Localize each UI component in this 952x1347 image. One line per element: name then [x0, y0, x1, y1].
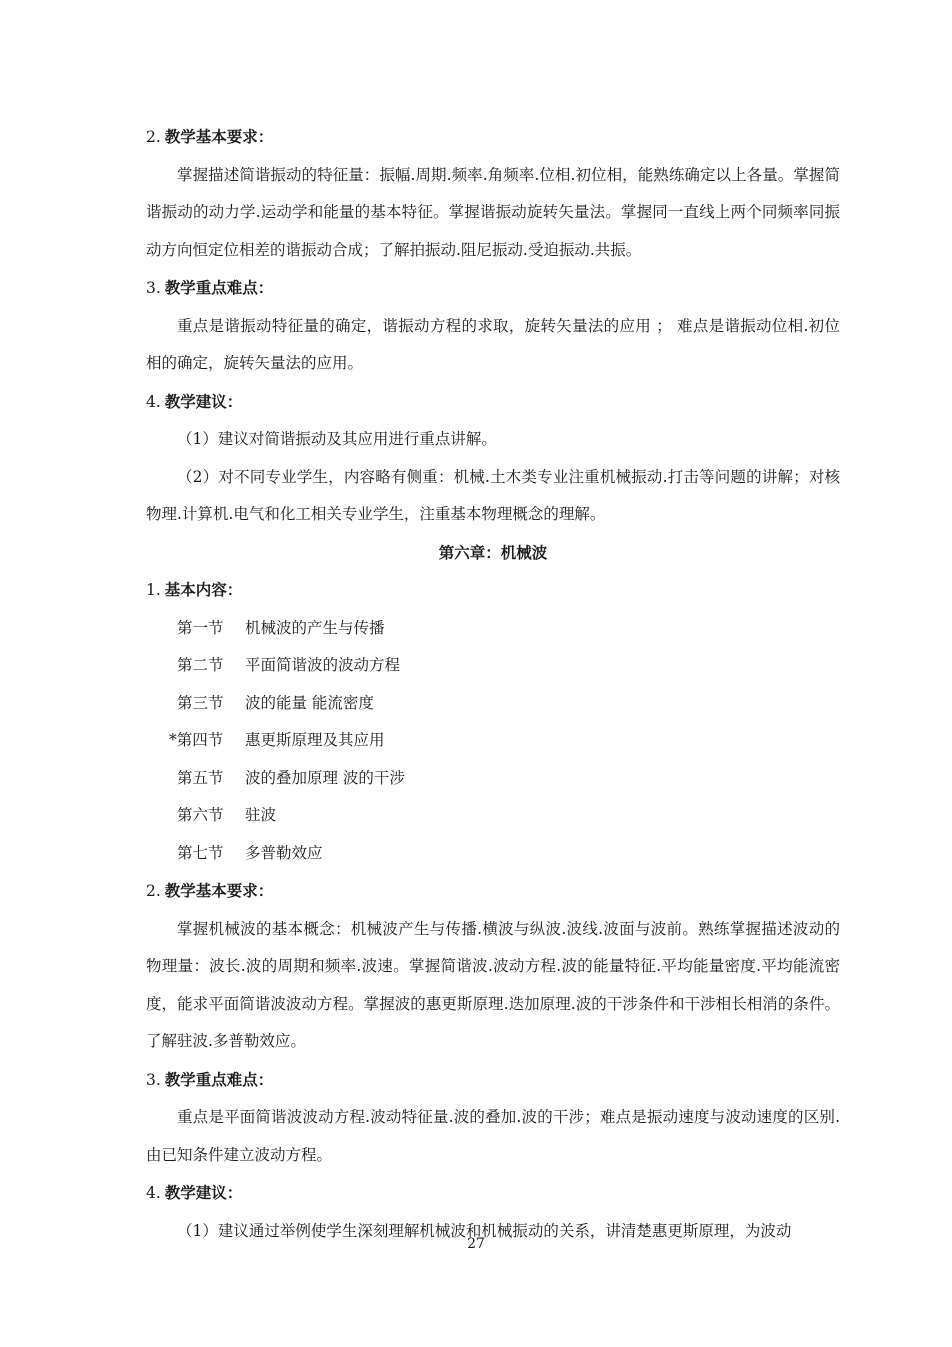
- page-body: [146, 118, 840, 1250]
- heading-key-points: 3. 教学重点难点：: [146, 278, 274, 297]
- chapter-title: 第六章：机械波: [438, 542, 548, 562]
- section-item: 第二节 平面简谐波的波动方程: [177, 656, 401, 674]
- heading-key-points-2: 3. 教学重点难点：: [146, 1069, 274, 1089]
- paragraph-key-points-2: 重点是平面简谐波波动方程.波动特征量.波的叠加.波的干涉；难点是振动速度与波动速度的区别.由已知条件建立波动方程。: [146, 1108, 840, 1164]
- section-item: *第四节 惠更斯原理及其应用: [169, 731, 385, 749]
- heading-suggestions-2: 4. 教学建议：: [146, 1183, 243, 1202]
- heading-basic-content: 1. 基本内容：: [146, 580, 243, 599]
- heading-requirements-2: 2. 教学基本要求：: [146, 881, 274, 900]
- paragraph-requirements: 掌握描述简谐振动的特征量：振幅.周期.频率.角频率.位相.初位相，能熟练确定以上各量。掌握简谐振动的动力学.运动学和能量的基本特征。掌握谐振动旋转矢量法。掌握同一直线上两个同频率同振动方向恒定位相差的谐振动合成；了解拍振动.阻尼振动.受迫振动.共振。: [146, 165, 840, 259]
- section-item: 第六节 驻波: [177, 806, 277, 824]
- section-item: 第五节 波的叠加原理 波的干涉: [177, 768, 405, 787]
- section-item: 第一节 机械波的产生与传播: [177, 618, 385, 637]
- heading-suggestions: 4. 教学建议：: [146, 391, 243, 411]
- paragraph-suggestion-2-1: （1）建议通过举例使学生深刻理解机械波和机械振动的关系，讲清楚惠更斯原理，为波动: [177, 1221, 792, 1240]
- section-item: 第七节 多普勒效应: [177, 843, 323, 862]
- heading-requirements: 2. 教学基本要求：: [146, 127, 274, 146]
- paragraph-key-points: 重点是谐振动特征量的确定，谐振动方程的求取，旋转矢量法的应用 ； 难点是谐振动位相.初位相的确定，旋转矢量法的应用。: [146, 316, 840, 372]
- paragraph-suggestion-1: （1）建议对简谐振动及其应用进行重点讲解。: [177, 430, 497, 448]
- paragraph-suggestion-2: （2）对不同专业学生，内容略有侧重：机械.土木类专业注重机械振动.打击等问题的讲解；对核物理.计算机.电气和化工相关专业学生，注重基本物理概念的理解。: [146, 467, 840, 523]
- page-number: 27: [467, 1236, 485, 1252]
- section-item: 第三节 波的能量 能流密度: [177, 693, 374, 712]
- paragraph-requirements-2: 掌握机械波的基本概念：机械波产生与传播.横波与纵波.波线.波面与波前。熟练掌握描述波动的物理量：波长.波的周期和频率.波速。掌握简谐波.波动方程.波的能量特征.平均能量密度.平均能流密度，能求平面简谐波波动方程。掌握波的惠更斯原理.迭加原理.波的干涉条件和干涉相长相消的条件。了解驻波.多普勒效应。: [146, 919, 840, 1050]
